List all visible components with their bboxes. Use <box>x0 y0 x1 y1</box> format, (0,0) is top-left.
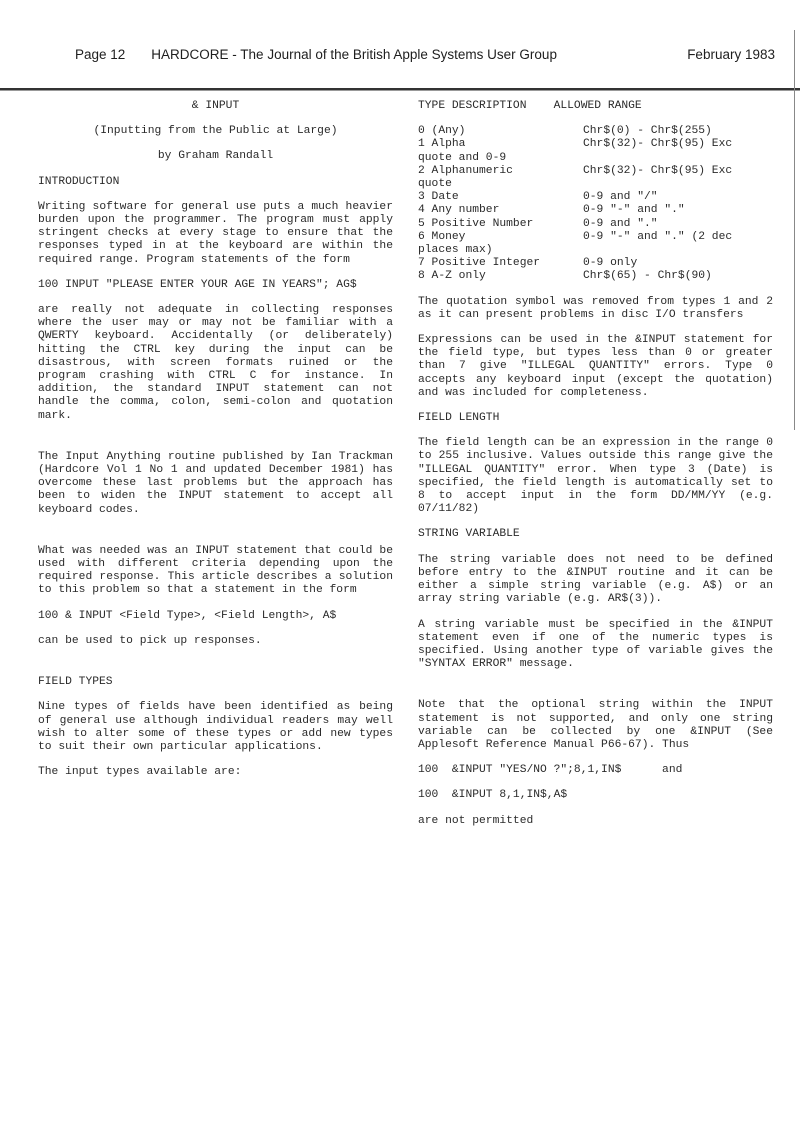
note-paragraph: Note that the optional string within the INPUT statement is not supported, and only one string variable can be collected by one &INPUT (See Applesoft Reference Manual P66-67). Thus <box>418 699 780 751</box>
types-table-row <box>418 138 773 151</box>
types-table-row <box>418 270 773 283</box>
intro-paragraph-3: The Input Anything routine published by Ian Trackman (Hardcore Vol 1 No 1 and updated December 1981) has overcome these last problems but the approach has been to widen the INPUT statement to accept all keyboard codes. <box>38 450 400 516</box>
quotation-paragraph: The quotation symbol was removed from types 1 and 2 as it can present problems in disc I/O transfers <box>418 295 780 321</box>
page-edge-line <box>794 30 795 430</box>
journal-title: HARDCORE - The Journal of the British Apple Systems User Group <box>151 47 557 62</box>
closing-line: are not permitted <box>418 814 534 827</box>
spacer <box>418 683 773 699</box>
intro-paragraph-2: are really not adequate in collecting responses where the user may or may not be familiar with a QWERTY keyboard. Accidentally (or deliberately) hitting the CTRL key during the input can be disastrous, with screen formats ruined or the program crashing with CTRL C for instance. In addition, the standard INPUT statement can not handle the comma, colon, semi-colon and quotation mark. <box>38 304 400 422</box>
issue-date: February 1983 <box>687 47 775 62</box>
type-description: 2 Alphanumeric <box>418 164 513 177</box>
type-description: 5 Positive Number <box>418 217 534 230</box>
intro-paragraph-4: What was needed was an INPUT statement that could be used with different criteria depending upon the required response. This article describes a solution to this problem so that a statement in the form <box>38 544 400 597</box>
type-description: 6 Money <box>418 230 466 243</box>
allowed-range: Chr$(32)- Chr$(95) Exc <box>583 164 733 177</box>
intro-paragraph-5: can be used to pick up responses. <box>38 634 262 647</box>
code-example-4: 100 &INPUT 8,1,IN$,A$ <box>418 789 568 802</box>
section-heading-field-types: FIELD TYPES <box>38 676 113 689</box>
types-table-row <box>418 125 773 138</box>
types-table-row <box>418 165 773 178</box>
spacer <box>38 660 393 676</box>
types-table-row-continuation <box>418 152 773 165</box>
article-subtitle: (Inputting from the Public at Large) <box>93 125 338 138</box>
allowed-range: Chr$(65) - Chr$(90) <box>583 270 712 283</box>
type-description: 1 Alpha <box>418 138 466 151</box>
types-table-row <box>418 257 773 270</box>
range-continuation: places max) <box>418 244 493 257</box>
allowed-range: Chr$(0) - Chr$(255) <box>583 125 712 138</box>
allowed-range: Chr$(32)- Chr$(95) Exc <box>583 138 733 151</box>
types-table-row <box>418 218 773 231</box>
code-example-1: 100 INPUT "PLEASE ENTER YOUR AGE IN YEARS"; AG$ <box>38 278 357 291</box>
types-table-header: TYPE DESCRIPTION ALLOWED RANGE <box>418 100 642 112</box>
page-number: Page 12 <box>75 47 126 62</box>
field-types-paragraph-2: The input types available are: <box>38 766 242 779</box>
section-heading-string-variable: STRING VARIABLE <box>418 528 520 541</box>
allowed-range: 0-9 and "." <box>583 217 658 230</box>
range-continuation: quote <box>418 178 452 191</box>
code-example-2: 100 & INPUT <Field Type>, <Field Length>, A$ <box>38 609 337 622</box>
field-length-paragraph: The field length can be an expression in the range 0 to 255 inclusive. Values outside this range give the "ILLEGAL QUANTITY" error. When type 3 (Date) is specified, the field length is automatically set to 8 to accept input in the form DD/MM/YY (e.g. 07/11/82) <box>418 437 780 516</box>
types-table-row <box>418 204 773 217</box>
type-description: 8 A-Z only <box>418 270 486 283</box>
range-continuation: quote and 0-9 <box>418 151 507 164</box>
code-example-3: 100 &INPUT "YES/NO ?";8,1,IN$ and <box>418 764 683 777</box>
types-table-row <box>418 231 773 244</box>
left-column <box>38 100 400 791</box>
type-description: 4 Any number <box>418 204 500 217</box>
article-title: & INPUT <box>191 100 240 112</box>
allowed-range: 0-9 "-" and "." <box>583 204 685 217</box>
field-types-paragraph-1: Nine types of fields have been identified as being of general use although individual readers may well wish to alter some of these types or add new types to suit their own particular applications. <box>38 701 400 753</box>
right-column <box>418 100 780 840</box>
header-rule-shadow <box>0 90 800 91</box>
type-description: 3 Date <box>418 191 459 204</box>
allowed-range: 0-9 "-" and "." (2 dec <box>583 230 733 243</box>
section-heading-field-length: FIELD LENGTH <box>418 412 500 425</box>
string-variable-paragraph-1: The string variable does not need to be defined before entry to the &INPUT routine and it can be either a simple string variable (e.g. A$) or an array string variable (e.g. AR$(3)). <box>418 553 780 606</box>
page-header <box>75 47 775 62</box>
section-heading-introduction: INTRODUCTION <box>38 175 120 188</box>
intro-paragraph-1: Writing software for general use puts a much heavier burden upon the programmer. The program must apply stringent checks at every stage to ensure that the responses typed in at the keyboard are within the required range. Program statements of the form <box>38 200 400 266</box>
spacer <box>38 435 393 451</box>
allowed-range: 0-9 only <box>583 257 638 270</box>
types-table-row-continuation <box>418 178 773 191</box>
types-table <box>418 125 773 283</box>
allowed-range: 0-9 and "/" <box>583 191 658 204</box>
expressions-paragraph: Expressions can be used in the &INPUT statement for the field type, but types less than 0 or greater than 7 give "ILLEGAL QUANTITY" errors. Type 0 accepts any keyboard input (except the quotation) and was included for completeness. <box>418 334 780 399</box>
type-description: 7 Positive Integer <box>418 257 541 270</box>
article-byline: by Graham Randall <box>157 150 274 163</box>
type-description: 0 (Any) <box>418 125 466 138</box>
types-table-row <box>418 191 773 204</box>
types-table-row-continuation <box>418 244 773 257</box>
string-variable-paragraph-2: A string variable must be specified in the &INPUT statement even if one of the numeric types is specified. Using another type of variable gives the "SYNTAX ERROR" message. <box>418 618 780 671</box>
spacer <box>38 529 393 545</box>
